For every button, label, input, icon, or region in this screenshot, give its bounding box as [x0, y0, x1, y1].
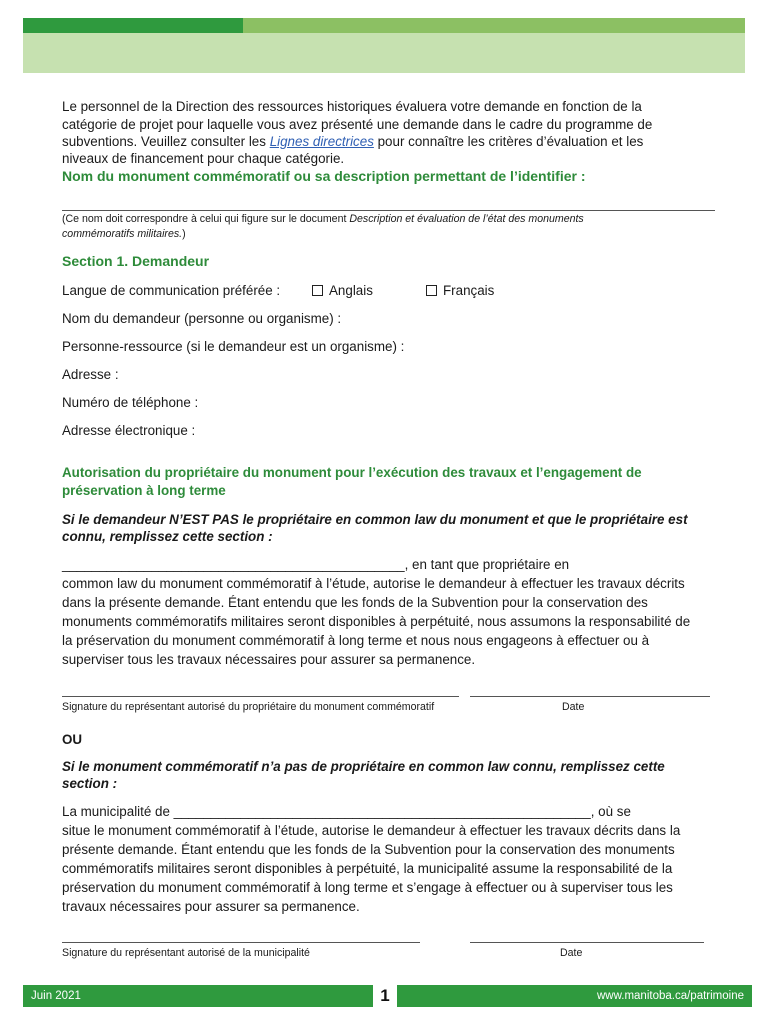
intro-text: subventions. Veuillez consulter les: [62, 134, 270, 149]
note-text: ): [182, 228, 186, 240]
email-label: Adresse électronique :: [62, 423, 196, 438]
checkbox-icon[interactable]: [426, 285, 437, 296]
or-label: OU: [62, 732, 83, 747]
header-stripe-dark: [23, 18, 243, 33]
municipality-date-label: Date: [560, 947, 583, 959]
condition-no-owner: Si le monument commémoratif n’a pas de propriétaire en common law connu, remplissez cette: [62, 759, 665, 774]
owner-signature-line[interactable]: [62, 696, 459, 697]
owner-date-label: Date: [562, 701, 585, 713]
monument-note: [62, 227, 186, 241]
condition-owner-known: Si le demandeur N’EST PAS le propriétaire en common law du monument et que le propriétaire est: [62, 512, 688, 527]
intro-line: catégorie de projet pour laquelle vous avez présenté une demande dans le cadre du programme de: [62, 117, 653, 132]
owner-paragraph: monuments commémoratifs militaires seront disponibles à perpétuité, nous assumons la responsabilité de: [62, 614, 691, 629]
header-banner: [23, 18, 745, 73]
page-number: 1: [380, 986, 390, 1005]
address-label: Adresse :: [62, 367, 119, 382]
footer-bar-right: [397, 985, 752, 1007]
municipality-paragraph: La municipalité de ________________________________________________________, où se: [62, 804, 631, 819]
note-doc-title: Description et évaluation de l’état des monuments: [349, 213, 584, 225]
phone-label: Numéro de téléphone :: [62, 395, 199, 410]
header-stripe-light: [243, 18, 745, 33]
owner-paragraph: la préservation du monument commémoratif à long terme et nous nous engageons à effectuer ou à: [62, 633, 650, 648]
contact-person-label: Personne-ressource (si le demandeur est un organisme) :: [62, 339, 405, 354]
footer-url[interactable]: www.manitoba.ca/patrimoine: [596, 990, 744, 1002]
monument-note: [62, 212, 584, 226]
monument-name-line[interactable]: [62, 210, 715, 211]
municipality-signature-label: Signature du représentant autorisé de la municipalité: [62, 947, 310, 959]
municipality-paragraph: travaux nécessaires pour assurer sa permanence.: [62, 899, 360, 914]
note-text: (Ce nom doit correspondre à celui qui figure sur le document: [62, 213, 350, 225]
checkbox-french[interactable]: [426, 282, 494, 299]
footer: [0, 985, 770, 1007]
intro-text: pour connaître les critères d’évaluation et les: [373, 134, 644, 149]
section1-heading: Section 1. Demandeur: [62, 253, 210, 269]
footer-bar-left: [23, 985, 373, 1007]
checkbox-label: Français: [443, 283, 495, 298]
applicant-name-label: Nom du demandeur (personne ou organisme) :: [62, 311, 342, 326]
note-doc-title: commémoratifs militaires.: [62, 228, 183, 240]
intro-line: niveaux de financement pour chaque catégorie.: [62, 151, 345, 166]
owner-paragraph: superviser tous les travaux nécessaires pour assurer sa permanence.: [62, 652, 476, 667]
intro-line: [62, 133, 643, 150]
municipality-paragraph: présente demande. Étant entendu que les fonds de la Subvention pour la conservation des monuments: [62, 842, 675, 857]
municipality-paragraph: commémoratifs militaires seront disponibles à perpétuité, la municipalité assume la responsabilité de la: [62, 861, 673, 876]
checkbox-label: Anglais: [329, 283, 373, 298]
owner-paragraph: dans la présente demande. Étant entendu que les fonds de la Subvention pour la conservation des: [62, 595, 648, 610]
condition-owner-known: connu, remplissez cette section :: [62, 529, 273, 544]
language-label: Langue de communication préférée :: [62, 283, 281, 298]
municipality-paragraph: situe le monument commémoratif à l’étude, autorise le demandeur à effectuer les travaux décrits dans la: [62, 823, 681, 838]
condition-no-owner: section :: [62, 776, 118, 791]
guidelines-link[interactable]: Lignes directrices: [269, 134, 374, 149]
owner-signature-label: Signature du représentant autorisé du propriétaire du monument commémoratif: [62, 701, 435, 713]
municipality-paragraph: préservation du monument commémoratif à long terme et s’engage à effectuer ou à superviser tous les: [62, 880, 673, 895]
auth-heading: préservation à long terme: [62, 483, 226, 498]
owner-paragraph: common law du monument commémoratif à l’étude, autorise le demandeur à effectuer les travaux décrits: [62, 576, 685, 591]
intro-line: Le personnel de la Direction des ressources historiques évaluera votre demande en fonction de la: [62, 99, 642, 114]
auth-heading: Autorisation du propriétaire du monument pour l’exécution des travaux et l’engagement de: [62, 465, 642, 480]
checkbox-english[interactable]: [312, 282, 373, 299]
municipality-signature-line[interactable]: [62, 942, 420, 943]
checkbox-icon[interactable]: [312, 285, 323, 296]
footer-date: Juin 2021: [31, 990, 81, 1002]
monument-heading: Nom du monument commémoratif ou sa description permettant de l’identifier :: [62, 168, 586, 184]
owner-date-line[interactable]: [470, 696, 710, 697]
municipality-date-line[interactable]: [470, 942, 704, 943]
owner-paragraph: ______________________________________________, en tant que propriétaire en: [62, 557, 570, 572]
